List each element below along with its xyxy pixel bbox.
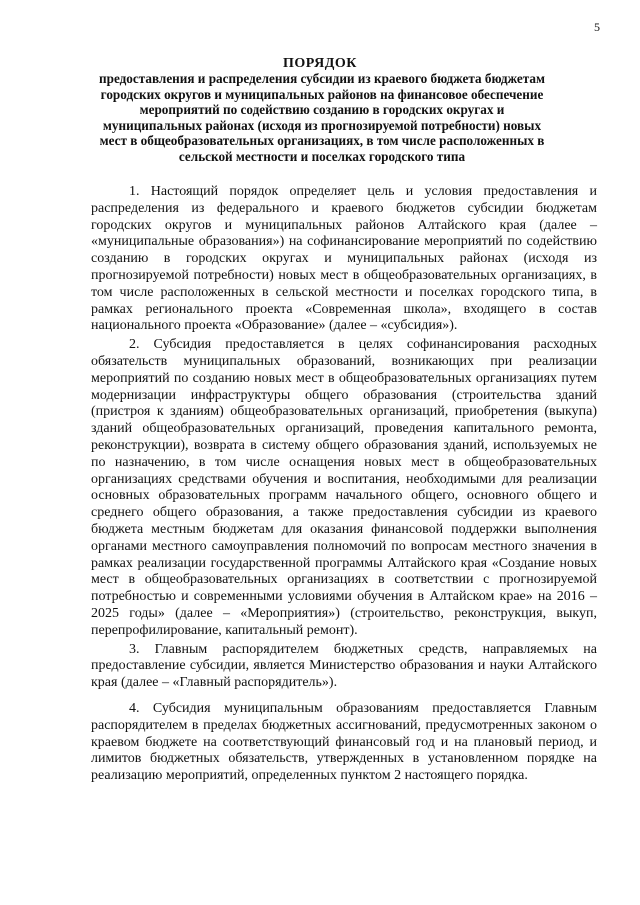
document-title: ПОРЯДОК bbox=[283, 56, 357, 71]
paragraph-1: 1. Настоящий порядок определяет цель и условия предоставления и распределения из федерального и краевого бюджетов субсидии бюджетам городских округов и муниципальных районов Алтайского края (далее – «муниципальные образования») на софинансирование мероприятий по содействию созданию в городских округах и муниципальных районах (исходя из прогнозируемой потребности) новых мест в общеобразовательных организациях, в том числе расположенных в сельской местности и поселках городского типа, в рамках регионального проекта «Современная школа», входящего в состав национального проекта «Образование» (далее – «субсидия»). bbox=[91, 184, 597, 334]
document-body bbox=[91, 184, 597, 787]
paragraph-2: 2. Субсидия предоставляется в целях софинансирования расходных обязательств муниципальных образований, возникающих при реализации мероприятий по созданию новых мест в общеобразовательных организациях путем модернизации инфраструктуры общего образования (строительства зданий (пристроя к зданиям) общеобразовательных организаций, приобретения (выкупа) зданий общеобразовательных организаций, проведения капитального ремонта, реконструкции), возврата в систему общего образования зданий, используемых не по назначению, в том числе оснащения новых мест в общеобразовательных организациях средствами обучения и воспитания, необходимыми для реализации основных образовательных программ начального общего, основного общего и среднего общего образования, а также предоставления субсидии из краевого бюджета местным бюджетам для оказания финансовой поддержки выполнения органами местного самоуправления полномочий по вопросам местного значения в рамках реализации государственной программы Алтайского края «Создание новых мест в общеобразовательных организациях в соответствии с прогнозируемой потребностью и современными условиями обучения в Алтайском крае» на 2016 – 2025 годы» (далее – «Мероприятия») (строительство, реконструкция, выкуп, перепрофилирование, капитальный ремонт). bbox=[91, 337, 597, 638]
page-number: 5 bbox=[594, 20, 600, 34]
document-subtitle: предоставления и распределения субсидии из краевого бюджета бюджетам городских округов и муниципальных районов на финансовое обеспечение мероприятий по содействию созданию в городских округах и муниципальных районах (исходя из прогнозируемой потребности) новых мест в общеобразовательных организациях, в том числе расположенных в сельской местности и поселках городского типа bbox=[99, 71, 545, 164]
paragraph-4: 4. Субсидия муниципальным образованиям предоставляется Главным распорядителем в пределах бюджетных ассигнований, предусмотренных законом о краевом бюджете на соответствующий финансовый год и на плановый период, и лимитов бюджетных обязательств, утвержденных в установленном порядке на реализацию мероприятий, определенных пунктом 2 настоящего порядка. bbox=[91, 700, 597, 784]
paragraph-3: 3. Главным распорядителем бюджетных средств, направляемых на предоставление субсидии, является Министерство образования и науки Алтайского края (далее – «Главный распорядитель»). bbox=[91, 641, 597, 691]
